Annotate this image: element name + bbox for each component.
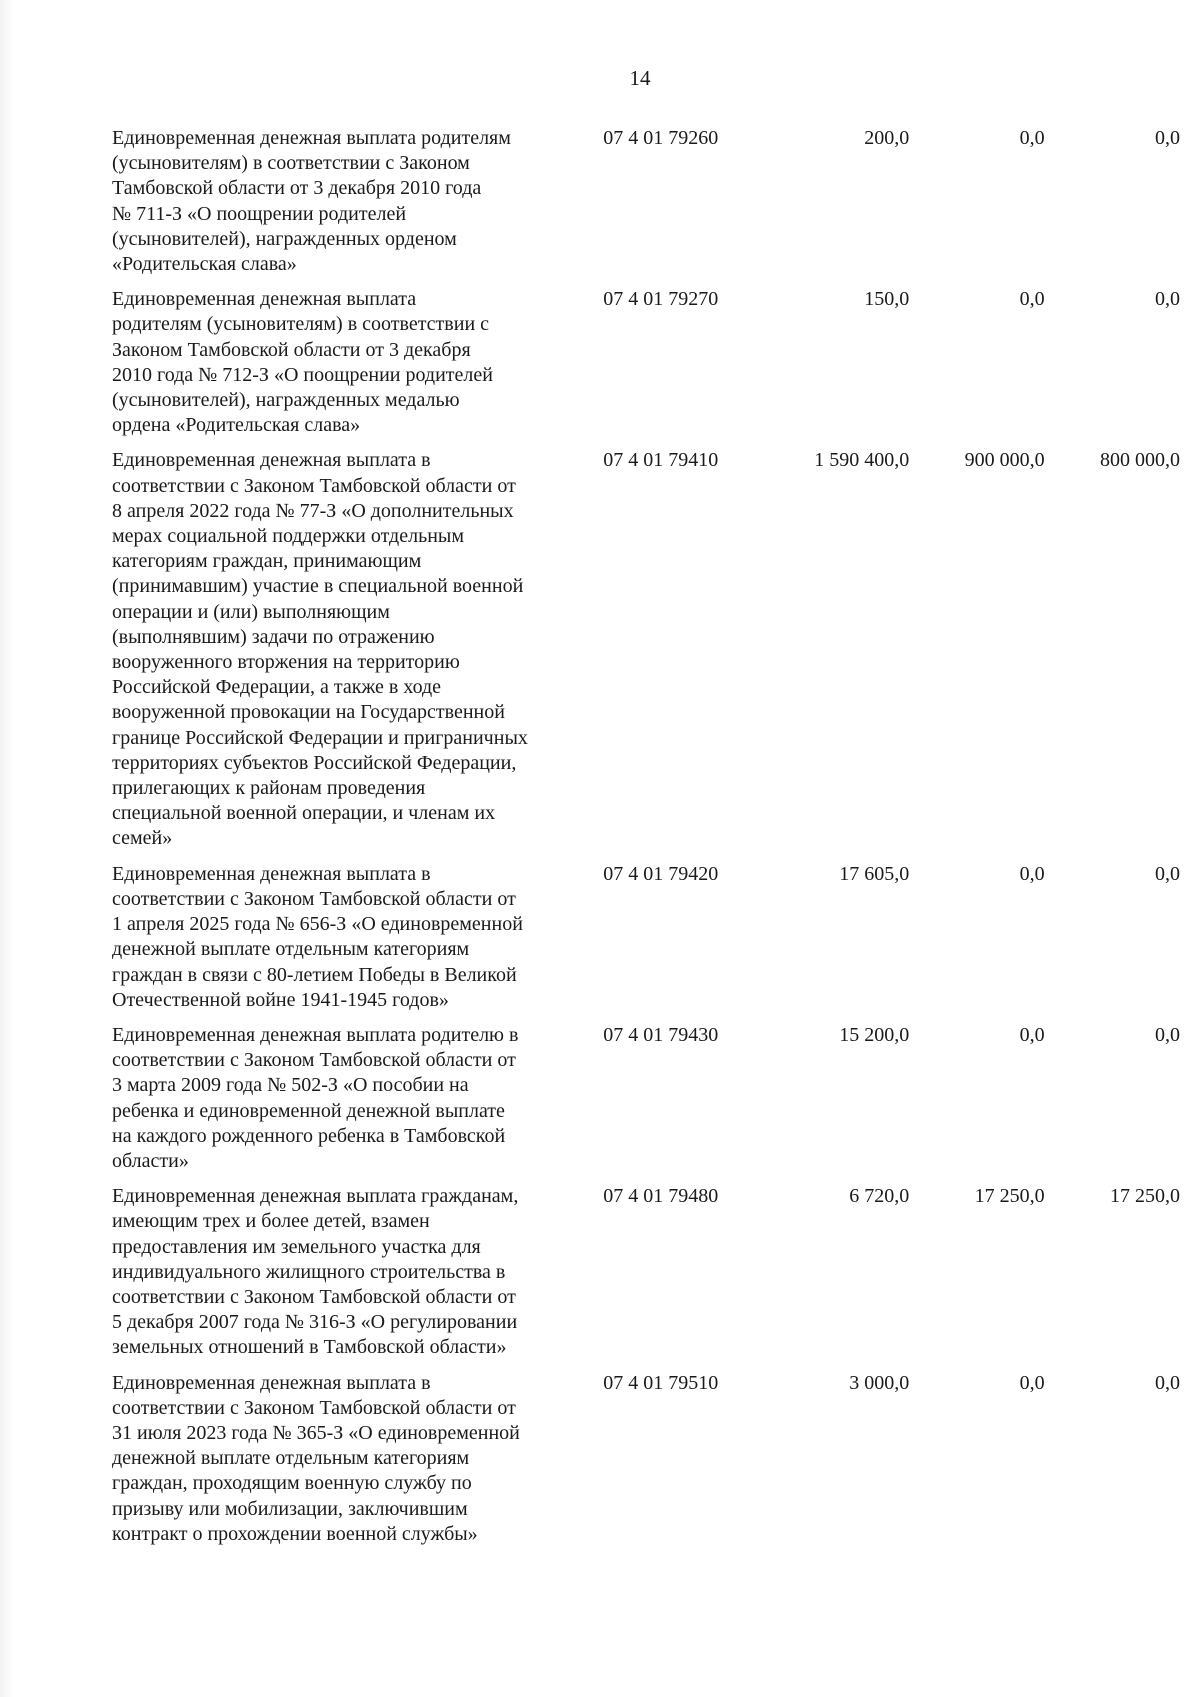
row-value-3: 0,0 [1155,288,1180,311]
row-value-2: 17 250,0 [974,1185,1045,1208]
row-value-2: 0,0 [1019,862,1045,885]
row-value-1: 15 200,0 [839,1023,910,1046]
row-value-2: 900 000,0 [964,449,1045,472]
row-value-1: 6 720,0 [849,1185,910,1208]
row-description: Единовременная денежная выплата родителям (усыновителям) в соответствии с Законом Тамбовской области от 3 декабря 2010 года № 712-З «О поощрении родителей (усыновителей), награжденных медалью ордена «Родительская слава» [112,288,493,437]
scan-edge-shadow [0,0,14,1697]
budget-table [112,126,1180,1557]
row-code: 07 4 01 79410 [603,449,719,472]
row-description: Единовременная денежная выплата родителю в соответствии с Законом Тамбовской области от 3 марта 2009 года № 502-З «О пособии на ребенка и единовременной денежной выплате на каждого рожденного ребенка в Тамбовской области» [112,1023,519,1172]
row-code: 07 4 01 79430 [603,1023,719,1046]
table-row [112,448,1180,851]
row-value-2: 0,0 [1019,127,1045,149]
row-value-3: 0,0 [1155,1023,1180,1046]
row-value-2: 0,0 [1019,288,1045,311]
table-row [112,1184,1180,1360]
row-description: Единовременная денежная выплата в соответствии с Законом Тамбовской области от 31 июля 2023 года № 365-З «О единовременной денежной выплате отдельным категориям граждан, проходящим военную службу по призыву или мобилизации, заключившим контракт о прохождении военной службы» [112,1371,520,1545]
row-value-1: 3 000,0 [849,1371,910,1394]
row-value-1: 150,0 [864,288,910,311]
table-row [112,1023,1180,1174]
table-row [112,862,1180,1013]
row-value-3: 0,0 [1155,1371,1180,1394]
row-value-1: 17 605,0 [839,862,910,885]
row-code: 07 4 01 79270 [603,288,719,311]
row-description: Единовременная денежная выплата в соответствии с Законом Тамбовской области от 1 апреля 2025 года № 656-З «О единовременной денежной выплате отдельным категориям граждан в связи с 80-летием Победы в Великой Отечественной войне 1941-1945 годов» [112,862,523,1011]
page-number: 14 [629,66,651,90]
row-value-1: 200,0 [864,127,910,149]
table-row [112,126,1180,277]
table-row [112,287,1180,438]
row-value-2: 0,0 [1019,1371,1045,1394]
row-value-3: 800 000,0 [1100,449,1180,472]
row-value-3: 0,0 [1155,127,1180,149]
row-value-3: 0,0 [1155,862,1180,885]
table-row [112,1371,1180,1547]
row-description: Единовременная денежная выплата родителям (усыновителям) в соответствии с Законом Тамбовской области от 3 декабря 2010 года № 711-З «О поощрении родителей (усыновителей), награжденных орденом «Родительская слава» [112,127,511,276]
row-value-3: 17 250,0 [1110,1185,1180,1208]
row-description: Единовременная денежная выплата гражданам, имеющим трех и более детей, взамен предоставления им земельного участка для индивидуального жилищного строительства в соответствии с Законом Тамбовской области от 5 декабря 2007 года № 316-З «О регулировании земельных отношений в Тамбовской области» [112,1185,519,1359]
row-value-2: 0,0 [1019,1023,1045,1046]
row-code: 07 4 01 79510 [603,1371,719,1394]
row-code: 07 4 01 79260 [603,127,719,149]
row-description: Единовременная денежная выплата в соответствии с Законом Тамбовской области от 8 апреля 2022 года № 77-З «О дополнительных мерах социальной поддержки отдельным категориям граждан, принимающим (принимавшим) участие в специальной военной операции и (или) выполняющим (выполнявшим) задачи по отражению вооруженного вторжения на территорию Российской Федерации, а также в ходе вооруженной провокации на Государственной границе Российской Федерации и приграничных территориях субъектов Российской Федерации, прилегающих к районам проведения специальной военной операции, и членам их семей» [112,449,528,850]
row-code: 07 4 01 79420 [603,862,719,885]
row-value-1: 1 590 400,0 [814,449,910,472]
row-code: 07 4 01 79480 [603,1185,719,1208]
